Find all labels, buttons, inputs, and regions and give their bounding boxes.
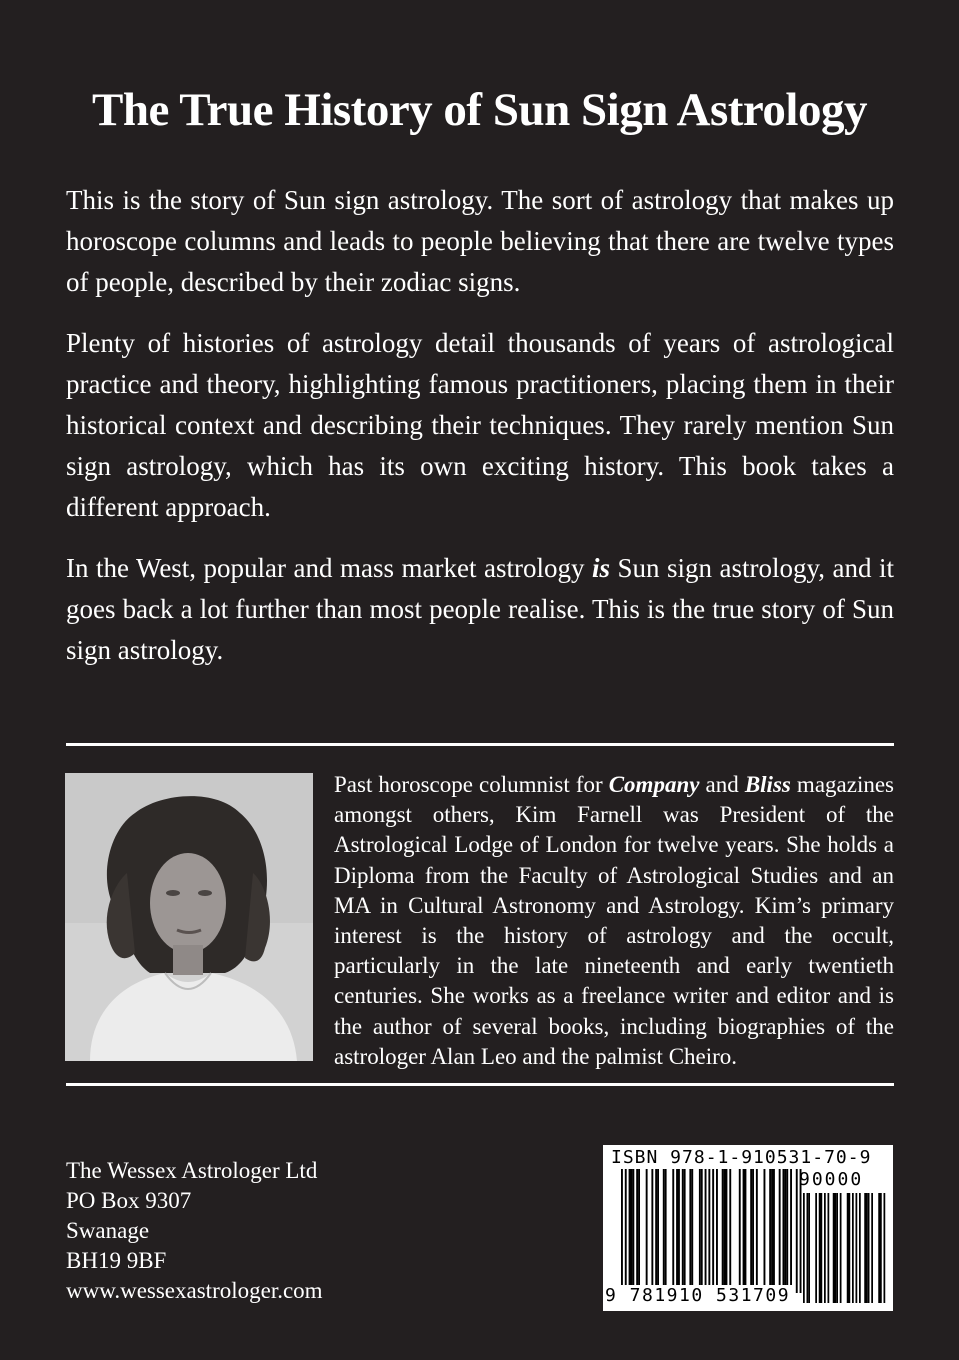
barcode-addon-bar [852, 1193, 854, 1303]
barcode-bar [646, 1169, 648, 1285]
barcode-addon-bar [840, 1193, 842, 1303]
barcode-bar [764, 1169, 766, 1285]
barcode-bar [722, 1169, 724, 1285]
barcode-bar [631, 1169, 633, 1285]
barcode-bar [699, 1169, 701, 1285]
barcode-bar [705, 1169, 707, 1285]
barcode-bar [657, 1169, 659, 1285]
publisher-name: The Wessex Astrologer Ltd [66, 1158, 318, 1183]
blurb-paragraph-1: This is the story of Sun sign astrology. The sort of astrology that makes up horoscope columns and leads to people believing that there are twelve types of people, described by their zodiac signs. [66, 185, 894, 297]
barcode-bar [676, 1169, 678, 1285]
barcode-bar [655, 1169, 657, 1285]
divider-top [66, 743, 894, 746]
author-bio [334, 770, 894, 1072]
publisher-postcode: BH19 9BF [66, 1248, 167, 1273]
barcode-bar [771, 1169, 773, 1285]
blurb-p3-end: Sun sign astrology, and it goes back a lot further than most people realise. This is the true story of Sun sign astrology. [66, 553, 894, 665]
bio-text-3: magazines amongst others, Kim Farnell was President of the Astrological Lodge of London for twelve years. She holds a Diploma from the Faculty of Astrological Studies and an MA in Cultural Astronomy and Astrology. Kim’s primary interest is the history of astrology and the occult, particularly in the late nineteenth and early twentieth centuries. She works as a freelance writer and editor and is the author of several books, including biographies of the astrologer Alan Leo and the palmist Cheiro. [334, 772, 895, 1069]
bio-text-2: and [699, 772, 745, 797]
barcode-bar [724, 1169, 726, 1285]
book-title: The True History of Sun Sign Astrology [92, 84, 867, 136]
barcode-bar [708, 1169, 710, 1293]
author-photo [65, 773, 313, 1061]
barcode-addon-bar [880, 1193, 882, 1303]
magazine-company: Company [608, 772, 700, 797]
barcode-bar [678, 1169, 680, 1285]
barcode-bar [684, 1169, 686, 1285]
barcode-bar [621, 1169, 623, 1293]
barcode-addon-bar [878, 1193, 880, 1303]
barcode-bar [691, 1169, 693, 1285]
publisher-town: Swanage [66, 1218, 150, 1243]
barcode-bar [790, 1169, 792, 1285]
barcode-addon: 90000 [799, 1169, 864, 1190]
barcode-bar [769, 1169, 771, 1285]
barcode-addon-bar [871, 1193, 873, 1303]
publisher-po-box: PO Box 9307 [66, 1188, 192, 1213]
barcode-bar [783, 1169, 785, 1285]
barcode-bar [745, 1169, 747, 1285]
barcode-addon-bar [856, 1193, 858, 1303]
barcode-bar [632, 1169, 634, 1285]
barcode-bar [729, 1169, 731, 1285]
barcode-bar [750, 1169, 752, 1285]
barcode-bar [663, 1169, 665, 1285]
blurb-p3-start: In the West, popular and mass market astrology [66, 553, 592, 583]
barcode-addon-bar [835, 1193, 837, 1303]
barcode-addon-bar [836, 1193, 838, 1303]
magazine-bliss: Bliss [744, 772, 791, 797]
bio-text-1: Past horoscope columnist for [334, 772, 609, 797]
barcode-addon-bar [803, 1193, 805, 1303]
barcode-bar [638, 1169, 640, 1285]
barcode-bar [756, 1169, 758, 1285]
blurb-emphasis: is [591, 553, 610, 583]
blurb [66, 180, 894, 691]
barcode-bar [689, 1169, 691, 1285]
barcode-bar [625, 1169, 627, 1293]
barcode-digits: 9 781910 531709 [605, 1285, 791, 1306]
barcode-bar [716, 1169, 718, 1285]
barcode-bar [743, 1169, 745, 1285]
barcode-addon-bar [828, 1193, 830, 1303]
barcode-bar [682, 1169, 684, 1285]
barcode-bar [726, 1169, 728, 1285]
barcode-bar [672, 1169, 674, 1285]
publisher-website[interactable]: www.wessexastrologer.com [66, 1278, 323, 1303]
barcode-addon-bar [807, 1193, 809, 1303]
barcode-addon-bar [849, 1193, 851, 1303]
barcode-bar [784, 1169, 786, 1285]
barcode-addon-bar [884, 1193, 886, 1303]
barcode-addon-bar [859, 1193, 861, 1303]
barcode-bar [739, 1169, 741, 1285]
barcode-bar [629, 1169, 631, 1285]
barcode-addon-bar [815, 1193, 817, 1303]
barcode-bar [773, 1169, 775, 1285]
blurb-paragraph-3 [66, 548, 894, 671]
barcode-addon-bar [833, 1193, 835, 1303]
barcode-bar [752, 1169, 754, 1285]
barcode-addon-bar [866, 1193, 868, 1303]
barcode-addon-bar [864, 1193, 866, 1303]
isbn-barcode [603, 1145, 893, 1311]
barcode-addon-bar [821, 1193, 823, 1303]
barcode-bar [779, 1169, 781, 1285]
author-photo-image [65, 773, 313, 1061]
barcode-addon-bar [819, 1193, 821, 1303]
barcode-addon-bar [868, 1193, 870, 1303]
barcode-addon-bar [824, 1193, 826, 1303]
publisher-address [66, 1156, 323, 1306]
barcode-bar [651, 1169, 653, 1285]
barcode-addon-bar [808, 1193, 810, 1303]
barcode-bar [636, 1169, 638, 1285]
barcode-addon-bar [847, 1193, 849, 1303]
blurb-paragraph-2: Plenty of histories of astrology detail thousands of years of astrological practice and theory, highlighting famous practitioners, placing them in their historical context and describing their techniques. They rarely mention Sun sign astrology, which has its own exciting history. This book takes a different approach. [66, 328, 894, 522]
barcode-bar [712, 1169, 714, 1293]
divider-bottom [66, 1083, 894, 1086]
barcode-bar [665, 1169, 667, 1285]
barcode-bar [796, 1169, 798, 1293]
isbn-label: ISBN 978-1-910531-70-9 [611, 1147, 872, 1168]
barcode-bar [701, 1169, 703, 1285]
barcode-bar [786, 1169, 788, 1285]
